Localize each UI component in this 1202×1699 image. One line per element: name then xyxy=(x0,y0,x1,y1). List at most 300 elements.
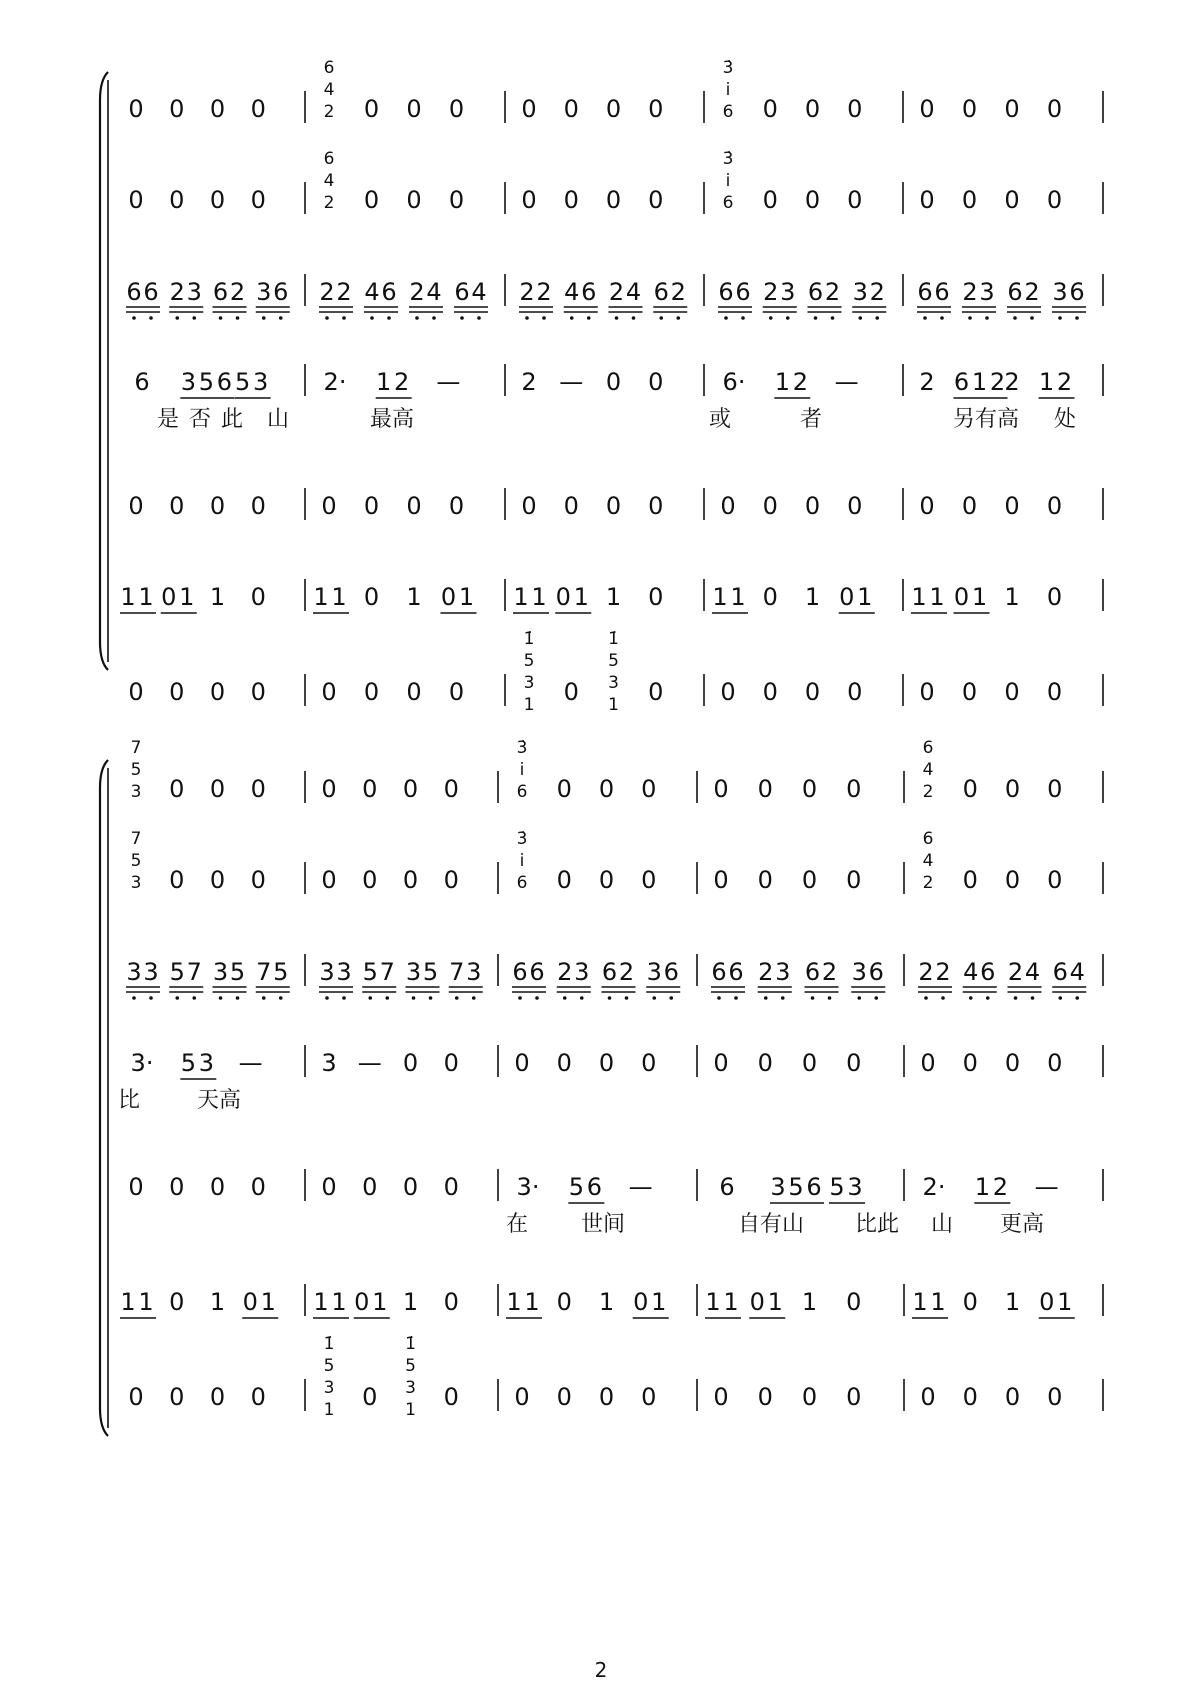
note: 0 xyxy=(563,186,579,214)
note: 3 xyxy=(253,368,269,396)
note: 6 xyxy=(1052,958,1068,986)
note: 3 xyxy=(186,278,202,306)
note: 4 xyxy=(364,278,380,306)
note: 0 xyxy=(209,1173,226,1201)
note: 3 xyxy=(180,368,196,396)
note: 5 xyxy=(235,368,251,396)
note: 3 xyxy=(852,278,868,306)
note: 0 xyxy=(757,1383,773,1411)
note: 0 xyxy=(169,1383,185,1411)
note: 2 xyxy=(336,278,352,306)
note: 1 xyxy=(120,1288,136,1316)
chord-note: 5 xyxy=(323,1356,335,1376)
octave-dot xyxy=(811,996,815,1000)
note: 6 xyxy=(728,958,744,986)
note: 0 xyxy=(209,492,226,520)
note: 0 xyxy=(1004,775,1021,803)
note: 0 xyxy=(169,866,185,894)
note: 0 xyxy=(762,678,778,706)
octave-dot xyxy=(1031,996,1035,1000)
note: 4 xyxy=(625,278,642,306)
note: 1 xyxy=(120,583,136,611)
note: 1 xyxy=(313,1288,329,1316)
note: 0 xyxy=(443,1383,459,1411)
octave-dot xyxy=(625,996,629,1000)
note: 0 xyxy=(402,866,419,894)
note: 0 xyxy=(250,678,266,706)
note: 6 xyxy=(512,958,528,986)
note: 0 xyxy=(363,678,380,706)
note: 1 xyxy=(930,1288,946,1316)
octave-dot xyxy=(659,316,663,320)
note: 0 xyxy=(919,186,935,214)
note: 0 xyxy=(514,1383,530,1411)
note: 0 xyxy=(1046,678,1063,706)
note: 0 xyxy=(962,1383,978,1411)
note: 0 xyxy=(641,866,657,894)
note: 0 xyxy=(801,1049,818,1077)
octave-dot xyxy=(1014,996,1018,1000)
note: 6 xyxy=(719,1173,735,1201)
lyric: 比 xyxy=(117,1088,141,1113)
chord-note: 1̇ xyxy=(523,629,535,649)
chord-note: 5 xyxy=(130,851,142,871)
lyric: 天高 xyxy=(196,1088,242,1113)
note: 0 xyxy=(363,95,380,123)
note: 2 xyxy=(229,278,246,306)
note: 0 xyxy=(169,1288,185,1316)
note: 2· xyxy=(922,1173,946,1201)
octave-dot xyxy=(368,996,372,1000)
octave-dot xyxy=(325,996,329,1000)
note: 0 xyxy=(362,866,378,894)
note: 0 xyxy=(250,1173,266,1201)
note: 0 xyxy=(961,95,978,123)
note: 6 xyxy=(143,278,159,306)
note: 0 xyxy=(250,1383,266,1411)
note: 0 xyxy=(556,775,572,803)
note: 0 xyxy=(169,95,185,123)
octave-dot xyxy=(1075,996,1079,1000)
note: 1 xyxy=(331,1288,347,1316)
note: 3 xyxy=(466,958,482,986)
note: 0 xyxy=(363,186,380,214)
note: 7 xyxy=(256,958,272,986)
note: 0 xyxy=(169,678,185,706)
note: 0 xyxy=(801,775,818,803)
note: 0 xyxy=(250,866,266,894)
note: 0 xyxy=(443,1049,459,1077)
note: 0 xyxy=(169,775,185,803)
octave-dot xyxy=(632,316,636,320)
note: 0 xyxy=(1004,866,1021,894)
chord-note: 4 xyxy=(323,171,335,191)
octave-dot xyxy=(941,996,945,1000)
note: 2 xyxy=(618,958,635,986)
octave-dot xyxy=(1013,316,1017,320)
octave-dot xyxy=(940,316,944,320)
note: 6 xyxy=(581,278,597,306)
chord-note: i xyxy=(519,760,525,780)
chord-note: i xyxy=(725,171,731,191)
octave-dot xyxy=(669,996,673,1000)
lyric: 世间 xyxy=(580,1212,626,1237)
lyric: 另有高 xyxy=(952,407,1020,432)
note: 6 xyxy=(529,958,545,986)
note: 5 xyxy=(198,368,214,396)
note: 0 xyxy=(448,492,465,520)
note: — xyxy=(834,368,859,396)
note: 6 xyxy=(216,368,232,396)
note: 0 xyxy=(448,95,465,123)
octave-dot xyxy=(563,996,567,1000)
note: 0 xyxy=(641,1049,657,1077)
note: 6 xyxy=(663,958,679,986)
octave-dot xyxy=(219,316,223,320)
note: 0 xyxy=(354,1288,370,1316)
chord-note: 6 xyxy=(922,829,934,849)
note: 1 xyxy=(651,1288,667,1316)
note: 0 xyxy=(406,186,422,214)
octave-dot xyxy=(717,996,721,1000)
note: 1 xyxy=(313,583,329,611)
note: 0 xyxy=(250,186,266,214)
note: 1 xyxy=(598,1288,615,1316)
note: 7 xyxy=(186,958,202,986)
octave-dot xyxy=(460,316,464,320)
octave-dot xyxy=(325,316,329,320)
chord-note: 3 xyxy=(323,1378,335,1398)
note: 6 xyxy=(917,278,933,306)
chord-note: 4 xyxy=(323,80,335,100)
note: 0 xyxy=(209,1383,226,1411)
chord-note: 2 xyxy=(922,782,934,802)
note: 2 xyxy=(394,368,410,396)
lyric: 是 xyxy=(156,407,180,432)
note: 2· xyxy=(323,368,347,396)
chord-note: 1 xyxy=(523,695,535,715)
note: 1 xyxy=(406,583,422,611)
octave-dot xyxy=(342,316,346,320)
octave-dot xyxy=(858,316,862,320)
note: 6 xyxy=(735,278,751,306)
note: 0 xyxy=(749,1288,765,1316)
note: 0 xyxy=(128,1383,144,1411)
note: 4 xyxy=(564,278,580,306)
note: 0 xyxy=(209,866,226,894)
note: 0 xyxy=(448,186,465,214)
note: 1 xyxy=(458,583,475,611)
note: 4 xyxy=(471,278,487,306)
note: 6· xyxy=(722,368,746,396)
note: 3 xyxy=(405,958,422,986)
note: 3 xyxy=(775,958,791,986)
note: 0 xyxy=(250,95,266,123)
octave-dot xyxy=(857,996,861,1000)
note: 4 xyxy=(1024,958,1041,986)
note: 2 xyxy=(557,958,573,986)
note: 0 xyxy=(919,95,935,123)
octave-dot xyxy=(985,316,989,320)
octave-dot xyxy=(385,996,389,1000)
note: 0 xyxy=(563,678,579,706)
note: 1 xyxy=(402,1288,419,1316)
note: 0 xyxy=(406,95,422,123)
note: 0 xyxy=(847,492,863,520)
chord-note: 6 xyxy=(323,149,335,169)
chord-note: 6 xyxy=(722,193,734,213)
note: 0 xyxy=(1039,1288,1055,1316)
note: 0 xyxy=(1004,492,1020,520)
octave-dot xyxy=(432,316,436,320)
octave-dot xyxy=(570,316,574,320)
chord-note: 1 xyxy=(608,695,619,715)
note: 0 xyxy=(762,95,778,123)
note: 2 xyxy=(763,278,779,306)
octave-dot xyxy=(542,316,546,320)
note: 3 xyxy=(770,1173,786,1201)
note: 1 xyxy=(531,583,547,611)
note: 2 xyxy=(989,368,1006,396)
note: 6 xyxy=(953,368,970,396)
octave-dot xyxy=(587,316,591,320)
note: 0 xyxy=(406,678,422,706)
chord-note: 2 xyxy=(323,193,335,213)
octave-dot xyxy=(342,996,346,1000)
octave-dot xyxy=(387,316,391,320)
note: — xyxy=(559,368,584,396)
chord-note: 1 xyxy=(323,1400,335,1420)
note: 6 xyxy=(718,278,734,306)
octave-dot xyxy=(924,996,928,1000)
note: 0 xyxy=(919,492,935,520)
note: 4 xyxy=(963,958,979,986)
note: 1 xyxy=(971,368,988,396)
note: 0 xyxy=(648,95,664,123)
lyric: 在 xyxy=(505,1212,529,1237)
octave-dot xyxy=(279,316,283,320)
note: 0 xyxy=(804,186,821,214)
note: 0 xyxy=(757,866,773,894)
note: 2 xyxy=(1024,278,1040,306)
note: 5 xyxy=(229,958,246,986)
note: — xyxy=(436,368,461,396)
note: 2 xyxy=(1004,368,1020,396)
note: 0 xyxy=(762,186,778,214)
note: 1 xyxy=(971,583,988,611)
note: 1 xyxy=(506,1288,522,1316)
note: 5 xyxy=(362,958,378,986)
note: 6 xyxy=(804,958,821,986)
note: 3 xyxy=(256,278,272,306)
note: 2 xyxy=(935,958,951,986)
note: 6 xyxy=(1007,278,1023,306)
note: 0 xyxy=(250,492,266,520)
octave-dot xyxy=(412,996,416,1000)
note: 0 xyxy=(402,775,419,803)
note: 3 xyxy=(319,958,335,986)
note: 0 xyxy=(362,1383,378,1411)
octave-dot xyxy=(518,996,522,1000)
note: 0 xyxy=(1047,866,1063,894)
note: 6 xyxy=(868,958,884,986)
octave-dot xyxy=(814,316,818,320)
note: 0 xyxy=(363,492,380,520)
note: 0 xyxy=(847,186,863,214)
note: 0 xyxy=(250,583,266,611)
note: 0 xyxy=(443,775,459,803)
note: 3 xyxy=(979,278,995,306)
note: 5 xyxy=(180,1049,196,1077)
octave-dot xyxy=(149,316,153,320)
note: 2 xyxy=(169,278,185,306)
note: 0 xyxy=(920,1383,936,1411)
note: 6 xyxy=(711,958,727,986)
note: 2 xyxy=(670,278,686,306)
note: 5 xyxy=(273,958,289,986)
note: 0 xyxy=(209,95,226,123)
note: 1 xyxy=(912,1288,928,1316)
note: 0 xyxy=(1047,775,1063,803)
note: 0 xyxy=(161,583,177,611)
note: 3 xyxy=(143,958,159,986)
system-brace xyxy=(100,760,108,1436)
note: 1 xyxy=(260,1288,276,1316)
note: 0 xyxy=(128,1173,144,1201)
note: — xyxy=(238,1049,263,1077)
note: 0 xyxy=(648,492,664,520)
octave-dot xyxy=(132,996,136,1000)
note: 0 xyxy=(563,492,579,520)
note: 1 xyxy=(524,1288,540,1316)
note: 1 xyxy=(804,583,821,611)
lyric: 否 xyxy=(188,407,212,432)
note: 2 xyxy=(919,368,935,396)
note: 1 xyxy=(573,583,589,611)
note: 1 xyxy=(331,583,347,611)
note: 0 xyxy=(362,775,378,803)
note: 0 xyxy=(598,775,615,803)
note: 0 xyxy=(720,492,736,520)
note: 2 xyxy=(519,278,535,306)
note: 0 xyxy=(448,678,465,706)
note: 0 xyxy=(846,1288,862,1316)
note: 0 xyxy=(846,1383,862,1411)
chord-note: 1 xyxy=(405,1400,416,1420)
note: 2 xyxy=(792,368,808,396)
note: 0 xyxy=(641,775,657,803)
octave-dot xyxy=(535,996,539,1000)
note: 0 xyxy=(713,1049,729,1077)
chord-note: i xyxy=(519,851,525,871)
note: 2 xyxy=(821,958,838,986)
note: 0 xyxy=(605,95,622,123)
lyric: 山 xyxy=(266,407,290,432)
note: 0 xyxy=(556,1049,572,1077)
octave-dot xyxy=(875,316,879,320)
note: 0 xyxy=(443,866,459,894)
octave-dot xyxy=(429,996,433,1000)
octave-dot xyxy=(580,996,584,1000)
note: 0 xyxy=(961,492,978,520)
note: 1 xyxy=(209,1288,226,1316)
note: 0 xyxy=(847,678,863,706)
page-number: 2 xyxy=(594,1658,608,1682)
octave-dot xyxy=(969,996,973,1000)
chord-note: 6 xyxy=(922,738,934,758)
note: 1 xyxy=(1004,1288,1021,1316)
note: 6 xyxy=(1069,278,1085,306)
chord-note: 6 xyxy=(722,102,734,122)
note: 5 xyxy=(169,958,185,986)
chord-note: 5 xyxy=(523,651,535,671)
note: 1 xyxy=(1004,583,1020,611)
note: 0 xyxy=(443,1288,459,1316)
chord-note: 6 xyxy=(516,782,528,802)
note: 2 xyxy=(1056,368,1073,396)
note: 1 xyxy=(1038,368,1055,396)
note: 0 xyxy=(555,583,571,611)
note: 0 xyxy=(169,1173,185,1201)
note: 1 xyxy=(138,1288,154,1316)
note: 0 xyxy=(1004,678,1020,706)
system-brace xyxy=(100,72,108,670)
note: 0 xyxy=(521,95,537,123)
octave-dot xyxy=(1030,316,1034,320)
octave-dot xyxy=(734,996,738,1000)
chord-note: 5 xyxy=(405,1356,416,1376)
note: 1 xyxy=(911,583,927,611)
note: 3 xyxy=(126,958,142,986)
note: 6 xyxy=(273,278,289,306)
chord-note: 4 xyxy=(922,851,934,871)
note: 0 xyxy=(563,95,579,123)
octave-dot xyxy=(175,316,179,320)
note: 0 xyxy=(920,1049,936,1077)
note: 5 xyxy=(422,958,439,986)
note: 1 xyxy=(1057,1288,1073,1316)
octave-dot xyxy=(1075,316,1079,320)
octave-dot xyxy=(192,316,196,320)
octave-dot xyxy=(415,316,419,320)
chord-note: 7 xyxy=(130,829,142,849)
note: 1 xyxy=(712,583,728,611)
note: 3 xyxy=(212,958,229,986)
note: 0 xyxy=(321,775,337,803)
note: 0 xyxy=(804,492,821,520)
note: 2 xyxy=(962,278,978,306)
octave-dot xyxy=(741,316,745,320)
octave-dot xyxy=(968,316,972,320)
octave-dot xyxy=(219,996,223,1000)
note: 0 xyxy=(847,95,863,123)
note: 0 xyxy=(713,1383,729,1411)
note: 0 xyxy=(242,1288,258,1316)
lyric: 比此 xyxy=(854,1212,900,1237)
note: 0 xyxy=(962,1288,978,1316)
note: 5 xyxy=(788,1173,804,1201)
note: 0 xyxy=(402,1173,419,1201)
note: 0 xyxy=(961,186,978,214)
note: 0 xyxy=(962,775,978,803)
note: 6 xyxy=(454,278,470,306)
note: 0 xyxy=(598,1049,615,1077)
note: 6 xyxy=(381,278,397,306)
note: 1 xyxy=(513,583,529,611)
octave-dot xyxy=(132,316,136,320)
note: 1 xyxy=(138,583,154,611)
note: 0 xyxy=(321,1173,337,1201)
